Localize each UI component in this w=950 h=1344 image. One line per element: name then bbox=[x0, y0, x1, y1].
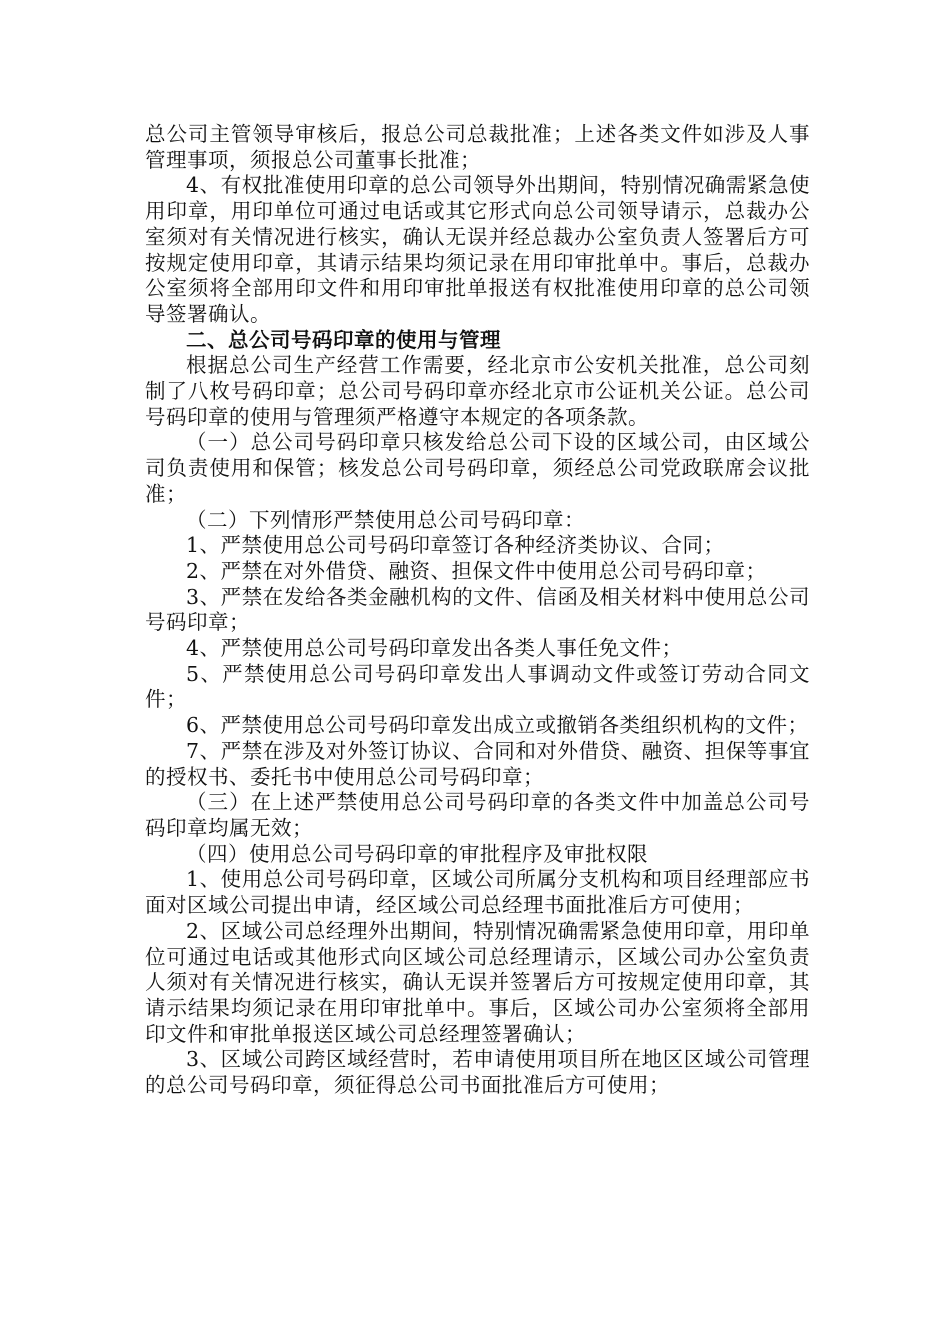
list-item: 2、严禁在对外借贷、融资、担保文件中使用总公司号码印章； bbox=[186, 558, 767, 583]
paragraph: （一）总公司号码印章只核发给总公司下设的区域公司，由区域公司负责使用和保管；核发总公司号码印章，须经总公司党政联席会议批准； bbox=[145, 430, 810, 506]
list-item: 6、严禁使用总公司号码印章发出成立或撤销各类组织机构的文件； bbox=[186, 713, 809, 738]
list-item: 2、区域公司总经理外出期间，特别情况确需紧急使用印章，用印单位可通过电话或其他形式向区域公司总经理请示，区域公司办公室负责人须对有关情况进行核实，确认无误并签署后方可按规定使用印章，其请示结果均须记录在用印审批单中。事后，区域公司办公室须将全部用印文件和审批单报送区域公司总经理签署确认； bbox=[145, 918, 810, 1046]
list-item: 3、严禁在发给各类金融机构的文件、信函及相关材料中使用总公司号码印章； bbox=[145, 584, 810, 635]
paragraph: 根据总公司生产经营工作需要，经北京市公安机关批准，总公司刻制了八枚号码印章；总公司号码印章亦经北京市公证机关公证。总公司号码印章的使用与管理须严格遵守本规定的各项条款。 bbox=[145, 353, 810, 429]
list-item: 7、严禁在涉及对外签订协议、合同和对外借贷、融资、担保等事宜的授权书、委托书中使用总公司号码印章； bbox=[145, 738, 810, 789]
document-page bbox=[145, 122, 810, 1099]
paragraph: （二）下列情形严禁使用总公司号码印章： bbox=[186, 507, 585, 532]
list-item: 1、严禁使用总公司号码印章签订各种经济类协议、合同； bbox=[186, 533, 725, 558]
list-item: 1、使用总公司号码印章，区域公司所属分支机构和项目经理部应书面对区域公司提出申请，经区域公司总经理书面批准后方可使用； bbox=[145, 867, 810, 918]
paragraph: 4、有权批准使用印章的总公司领导外出期间，特别情况确需紧急使用印章，用印单位可通过电话或其它形式向总公司领导请示，总裁办公室须对有关情况进行核实，确认无误并经总裁办公室负责人签署后方可按规定使用印章，其请示结果均须记录在用印审批单中。事后，总裁办公室须将全部用印文件和用印审批单报送有权批准使用印章的总公司领导签署确认。 bbox=[145, 173, 810, 326]
list-item: 5、严禁使用总公司号码印章发出人事调动文件或签订劳动合同文件； bbox=[145, 661, 810, 712]
section-heading: 二、总公司号码印章的使用与管理 bbox=[186, 327, 501, 352]
paragraph: （三）在上述严禁使用总公司号码印章的各类文件中加盖总公司号码印章均属无效； bbox=[145, 790, 810, 840]
paragraph: （四）使用总公司号码印章的审批程序及审批权限 bbox=[186, 841, 648, 866]
list-item: 4、严禁使用总公司号码印章发出各类人事任免文件； bbox=[186, 636, 683, 661]
list-item: 3、区域公司跨区域经营时，若申请使用项目所在地区区域公司管理的总公司号码印章，须征得总公司书面批准后方可使用； bbox=[145, 1047, 810, 1098]
paragraph: 总公司主管领导审核后，报总公司总裁批准；上述各类文件如涉及人事管理事项，须报总公司董事长批准； bbox=[145, 122, 810, 172]
